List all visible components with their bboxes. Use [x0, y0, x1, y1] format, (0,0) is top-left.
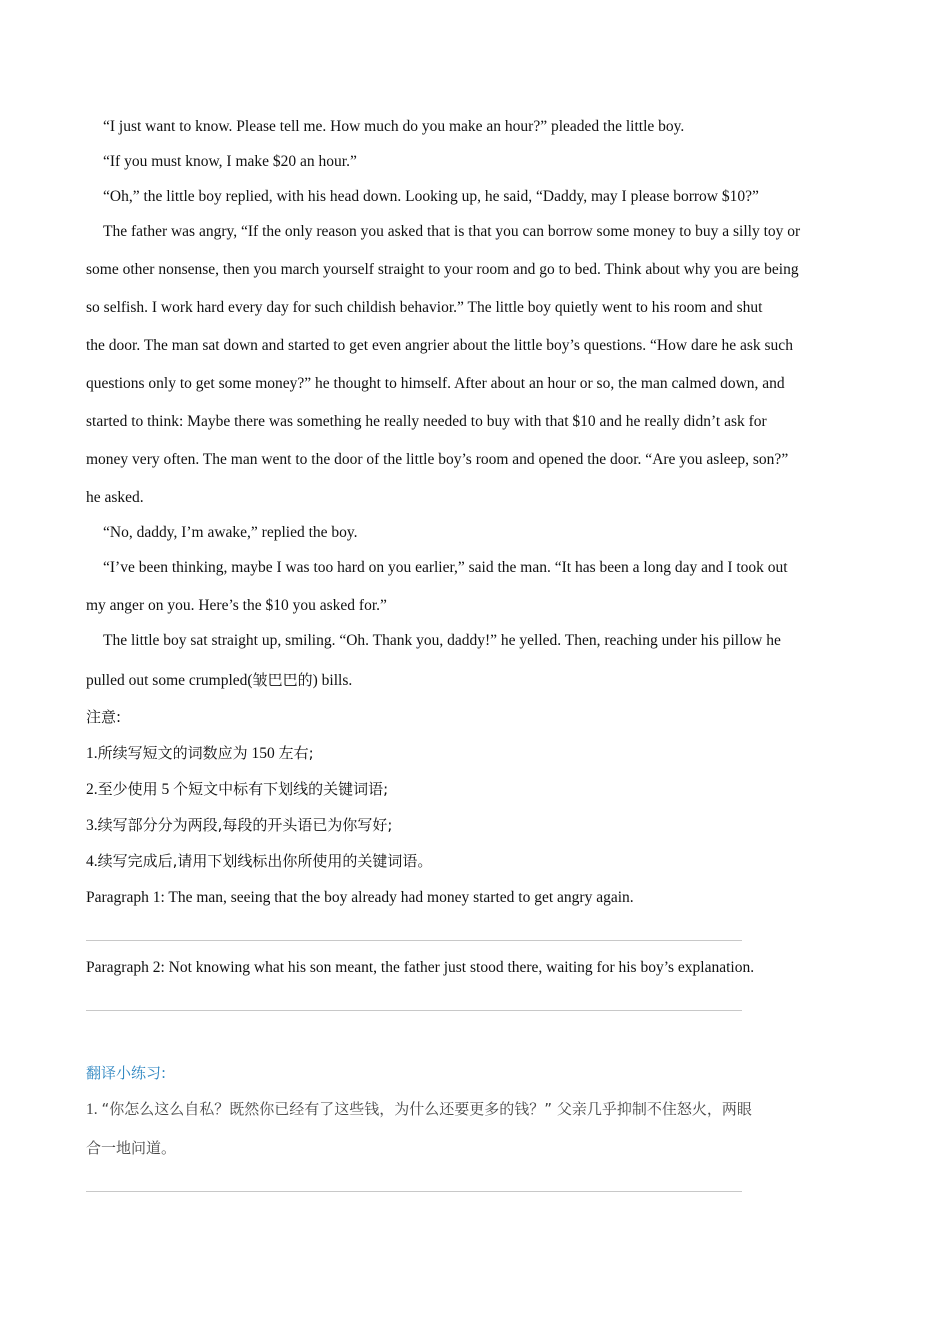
paragraph-2-prompt: Paragraph 2: Not knowing what his son meant, the father just stood there, waiting for his boy’s explanation.	[86, 959, 755, 976]
story-line: “Oh,” the little boy replied, with his head down. Looking up, he said, “Daddy, may I please borrow $10?”	[103, 188, 759, 205]
story-text: pulled out some crumpled(	[86, 672, 253, 689]
story-line: my anger on you. Here’s the $10 you asked for.”	[86, 597, 387, 614]
notes-heading: 注意:	[86, 708, 122, 726]
story-line: some other nonsense, then you march yourself straight to your room and go to bed. Think about why you are being	[86, 261, 799, 278]
story-line: questions only to get some money?” he thought to himself. After about an hour or so, the man calmed down, and	[86, 375, 785, 392]
story-line: “No, daddy, I’m awake,” replied the boy.	[103, 524, 358, 541]
story-line	[86, 670, 866, 691]
translation-heading: 翻译小练习:	[86, 1064, 167, 1082]
story-text: ) bills.	[312, 672, 353, 689]
answer-line	[86, 1010, 742, 1011]
answer-line	[86, 940, 742, 941]
story-line: “If you must know, I make $20 an hour.”	[103, 153, 357, 170]
story-line: The father was angry, “If the only reason you asked that is that you can borrow some money to buy a silly toy or	[103, 223, 801, 240]
story-line: “I’ve been thinking, maybe I was too hard on you earlier,” said the man. “It has been a long day and I took out	[103, 559, 788, 576]
story-gloss: 皱巴巴的	[252, 671, 313, 689]
story-line: the door. The man sat down and started to get even angrier about the little boy’s questions. “How dare he ask such	[86, 337, 793, 354]
story-line: “I just want to know. Please tell me. How much do you make an hour?” pleaded the little boy.	[103, 118, 685, 135]
story-line: started to think: Maybe there was something he really needed to buy with that $10 and he really didn’t ask for	[86, 413, 767, 430]
story-line: The little boy sat straight up, smiling. “Oh. Thank you, daddy!” he yelled. Then, reaching under his pillow he	[103, 632, 781, 649]
story-line: so selfish. I work hard every day for such childish behavior.” The little boy quietly went to his room and shut	[86, 299, 763, 316]
story-line: he asked.	[86, 489, 144, 506]
note-item: 3.续写部分分为两段,每段的开头语已为你写好;	[86, 816, 393, 834]
note-item: 1.所续写短文的词数应为 150 左右;	[86, 744, 314, 762]
answer-line	[86, 1191, 742, 1192]
paragraph-1-prompt: Paragraph 1: The man, seeing that the boy already had money started to get angry again.	[86, 889, 634, 906]
note-item: 2.至少使用 5 个短文中标有下划线的关键词语;	[86, 780, 389, 798]
story-line: money very often. The man went to the door of the little boy’s room and opened the door. “Are you asleep, son?”	[86, 451, 789, 468]
note-item: 4.续写完成后,请用下划线标出你所使用的关键词语。	[86, 852, 433, 870]
translation-question-cont: 合一地问道。	[86, 1139, 177, 1157]
translation-question: 1. “你怎么这么自私？既然你已经有了这些钱，为什么还要更多的钱？” 父亲几乎抑制不住怒火，两眼	[86, 1100, 752, 1118]
